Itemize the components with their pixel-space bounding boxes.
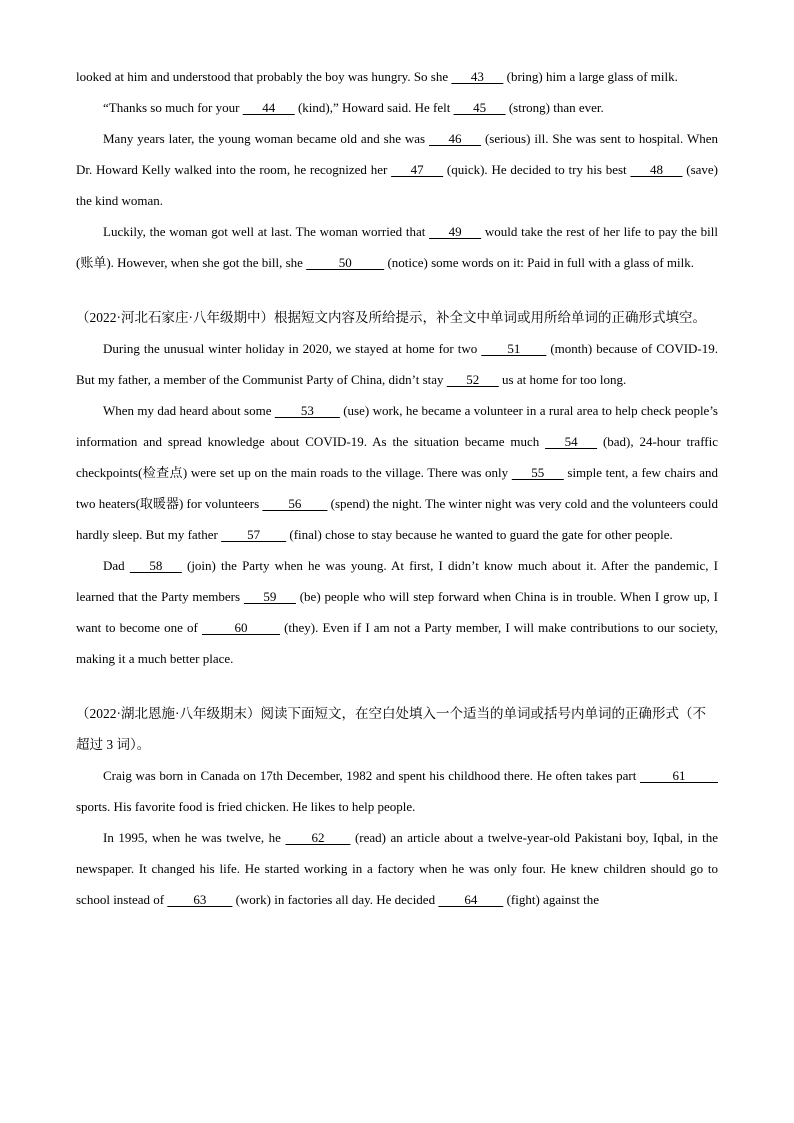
answer-blank[interactable]: 43 <box>451 69 504 84</box>
paragraph-text: (final) chose to stay because he wanted to guard the gate for other people. <box>286 527 673 542</box>
section-s1 <box>76 61 718 278</box>
answer-blank[interactable]: 51 <box>481 341 547 356</box>
answer-blank[interactable]: 54 <box>545 434 598 449</box>
section-heading: （2022·河北石家庄·八年级期中）根据短文内容及所给提示，补全文中单词或用所给单词的正确形式填空。 <box>76 310 706 325</box>
paragraph-text: (month) because of COVID-19. But my father, a member of the Communist Party of China, didn’t stay <box>76 341 718 387</box>
paragraph-text: (they). Even if I am not a Party member, I will make contributions to our society, making it a much better place. <box>76 620 719 666</box>
paragraph-text: us at home for too long. <box>498 372 627 387</box>
paragraph-text: Craig was born in Canada on 17th December, 1982 and spent his childhood there. He often takes part <box>103 768 640 783</box>
paragraph <box>76 92 718 123</box>
paragraph <box>76 395 718 550</box>
paragraph-text: (fight) against the <box>503 892 600 907</box>
paragraph <box>76 123 718 216</box>
paragraph <box>76 216 718 278</box>
answer-blank[interactable]: 53 <box>274 403 340 418</box>
answer-blank[interactable]: 62 <box>285 830 351 845</box>
answer-blank[interactable]: 45 <box>453 100 506 115</box>
section-s3 <box>76 698 718 915</box>
paragraph-text: (spend) the night. The winter night was very cold and the volunteers could hardly sleep. But my father <box>76 496 718 542</box>
paragraph-text: (save) the kind woman. <box>76 162 718 208</box>
answer-blank[interactable]: 60 <box>201 620 280 635</box>
paragraph-text: (be) people who will step forward when China is in trouble. When I grow up, I want to become one of <box>76 589 718 635</box>
paragraph-text: would take the rest of her life to pay the bill (账单). However, when she got the bill, she <box>76 224 718 270</box>
answer-blank[interactable]: 44 <box>242 100 295 115</box>
answer-blank[interactable]: 61 <box>640 768 718 783</box>
answer-blank[interactable]: 49 <box>429 224 482 239</box>
answer-blank[interactable]: 55 <box>511 465 564 480</box>
section-heading: （2022·湖北恩施·八年级期末）阅读下面短文，在空白处填入一个适当的单词或括号内单词的正确形式（不超过 3 词）。 <box>76 706 706 752</box>
paragraph-text: When my dad heard about some <box>103 403 275 418</box>
answer-blank[interactable]: 48 <box>630 162 683 177</box>
answer-blank[interactable]: 47 <box>391 162 444 177</box>
answer-blank[interactable]: 64 <box>438 892 504 907</box>
answer-blank[interactable]: 58 <box>129 558 182 573</box>
paragraph-text: (work) in factories all day. He decided <box>232 892 439 907</box>
paragraph <box>76 550 718 674</box>
paragraph-text: Luckily, the woman got well at last. The woman worried that <box>103 224 430 239</box>
paragraph-text: (kind),” Howard said. He felt <box>294 100 454 115</box>
paragraph-text: (read) an article about a twelve-year-old Pakistani boy, Iqbal, in the newspaper. It changed his life. He started working in a factory when he was only four. He knew children should go to school instead of <box>76 830 718 907</box>
paragraph-text: (quick). He decided to try his best <box>443 162 631 177</box>
paragraph <box>76 61 718 92</box>
answer-blank[interactable]: 52 <box>446 372 499 387</box>
paragraph-text: (bad), 24-hour traffic checkpoints(检查点) were set up on the main roads to the village. There was only <box>76 434 719 480</box>
paragraph-text: looked at him and understood that probably the boy was hungry. So she <box>76 69 452 84</box>
paragraph-text: Dad <box>103 558 130 573</box>
paragraph-text: (bring) him a large glass of milk. <box>503 69 678 84</box>
paragraph-text: sports. His favorite food is fried chicken. He likes to help people. <box>76 799 416 814</box>
paragraph-text: (strong) than ever. <box>505 100 604 115</box>
section-s2 <box>76 302 718 674</box>
answer-blank[interactable]: 57 <box>221 527 287 542</box>
paragraph-text: (join) the Party when he was young. At first, I didn’t know much about it. After the pandemic, I learned that the Party members <box>76 558 718 604</box>
paragraph-text: “Thanks so much for your <box>103 100 243 115</box>
paragraph-text: In 1995, when he was twelve, he <box>103 830 286 845</box>
paragraph <box>76 760 718 822</box>
answer-blank[interactable]: 59 <box>243 589 296 604</box>
paragraph-text: simple tent, a few chairs and two heaters(取暖器) for volunteers <box>76 465 718 511</box>
paragraph-text: Many years later, the young woman became old and she was <box>103 131 430 146</box>
answer-blank[interactable]: 56 <box>262 496 328 511</box>
paragraph-text: (use) work, he became a volunteer in a rural area to help check people’s information and spread knowledge about COVID-19. As the situation became much <box>76 403 718 449</box>
paragraph-text: (notice) some words on it: Paid in full with a glass of milk. <box>384 255 694 270</box>
paragraph <box>76 333 718 395</box>
paragraph-text: (serious) ill. She was sent to hospital. When Dr. Howard Kelly walked into the room, he recognized her <box>76 131 718 177</box>
paragraph-text: During the unusual winter holiday in 2020, we stayed at home for two <box>103 341 482 356</box>
paragraph <box>76 822 718 915</box>
answer-blank[interactable]: 63 <box>167 892 233 907</box>
answer-blank[interactable]: 46 <box>429 131 482 146</box>
answer-blank[interactable]: 50 <box>306 255 385 270</box>
